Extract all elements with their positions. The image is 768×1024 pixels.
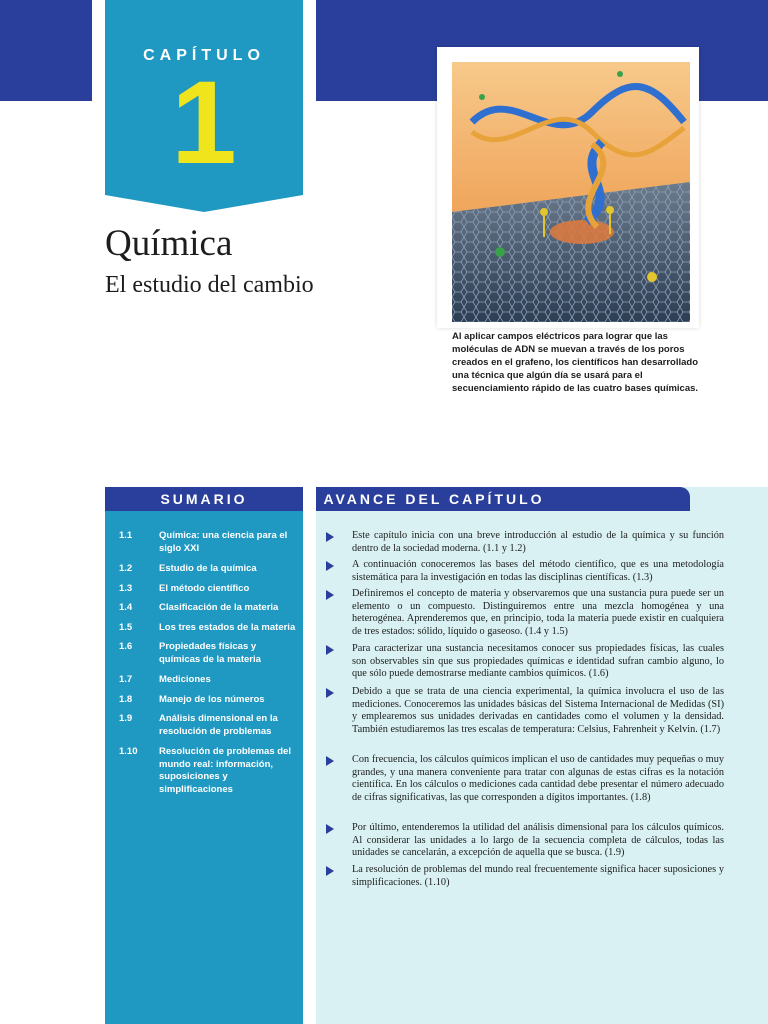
avance-item-text: Debido a que se trata de una ciencia experimental, la química involucra el uso de las mediciones. Conoceremos las unidades básicas del Sistema Internacional de Medidas (SI) y emplearemos sus unidades derivadas en cantidades como el volumen y la densidad. También estudiaremos las tres escalas de temperatura: Celsius, Fahrenheit y Kelvin. (1.7) [352,686,724,735]
arrow-right-icon [326,590,334,600]
avance-item-text: Por último, entenderemos la utilidad del análisis dimensional para los cálculos químicos. Al considerar las unidades a lo largo de la secuencia completa de cálculos, todas las unidades se cancelarán, a excepción de aquella que se busca. (1.9) [352,822,724,859]
dna-graphene-illustration [452,62,690,322]
arrow-right-icon [326,866,334,876]
avance-item-text: Para caracterizar una sustancia necesitamos conocer sus propiedades físicas, las cuales son observables sin que sus propiedades químicas e identidad sufran cambio alguno, lo que sólo puede demostrarse mediante cambios químicos. (1.6) [352,643,724,680]
avance-item-text: Con frecuencia, los cálculos químicos implican el uso de cantidades muy pequeñas o muy grandes, y una manera conveniente para tratar con algunas de estas cifras es la notación científica. En los cálculos o mediciones cada cantidad debe presentar el número adecuado de cifras significativas, las que corresponden a dígitos importantes. (1.8) [352,754,724,803]
sumario-item-number: 1.5 [119,622,133,633]
avance-header-label: AVANCE DEL CAPÍTULO [323,491,545,507]
avance-item-text: Este capítulo inicia con una breve introducción al estudio de la química y su función dentro de la sociedad moderna. (1.1 y 1.2) [352,530,724,554]
top-band-left [0,0,92,101]
sumario-item-text: Análisis dimensional en la resolución de problemas [159,713,278,737]
arrow-right-icon [326,645,334,655]
chapter-label: CAPÍTULO [143,47,265,64]
sumario-item-number: 1.4 [119,602,133,613]
sumario-item-text: El método científico [159,583,250,594]
sumario-item-number: 1.10 [119,746,138,757]
chapter-title: Química [105,223,233,264]
sumario-item-text: Manejo de los números [159,694,265,705]
sumario-panel [105,511,303,1024]
arrow-right-icon [326,532,334,542]
arrow-right-icon [326,561,334,571]
sumario-item-number: 1.3 [119,583,133,594]
sumario-item-text: Propiedades físicas y químicas de la materia [159,641,261,665]
chapter-number: 1 [171,57,237,189]
sumario-item-number: 1.9 [119,713,133,724]
chapter-subtitle: El estudio del cambio [105,272,314,298]
arrow-right-icon [326,824,334,834]
sumario-item-text: Clasificación de la materia [159,602,279,613]
arrow-right-icon [326,688,334,698]
sumario-item-text: Mediciones [159,674,211,685]
sumario-item-number: 1.1 [119,530,133,541]
arrow-right-icon [326,756,334,766]
sumario-item-text: Estudio de la química [159,563,257,574]
sumario-item-number: 1.7 [119,674,133,685]
sumario-item-text: Química: una ciencia para el siglo XXI [159,530,288,554]
sumario-item-number: 1.6 [119,641,133,652]
avance-item-text: La resolución de problemas del mundo real frecuentemente significa hacer suposiciones y simplificaciones. (1.10) [352,864,724,888]
image-caption: Al aplicar campos eléctricos para lograr que las moléculas de ADN se muevan a través de los poros creados en el grafeno, los científicos han desarrollado una técnica que algún día se usará para el secuenciamiento rápido de las cuatro bases químicas. [452,331,699,394]
sumario-header: SUMARIO [105,487,303,511]
sumario-item-text: Resolución de problemas del mundo real: información, suposiciones y simplificaciones [159,746,291,795]
sumario-item-number: 1.2 [119,563,133,574]
sumario-item-number: 1.8 [119,694,133,705]
sumario-item-text: Los tres estados de la materia [159,622,296,633]
avance-item-text: Definiremos el concepto de materia y observaremos que una sustancia pura puede ser un elemento o un compuesto. Distinguiremos entre una mezcla homogénea y una heterogénea. Aprenderemos que, en principio, toda la materia puede existir en cualquiera de tres estados: sólido, líquido o gaseoso. (1.4 y 1.5) [352,588,724,637]
avance-item-text: A continuación conoceremos las bases del método científico, que es una metodología sistemática para la investigación en todas las disciplinas científicas. (1.3) [352,559,724,583]
avance-header [316,487,690,511]
